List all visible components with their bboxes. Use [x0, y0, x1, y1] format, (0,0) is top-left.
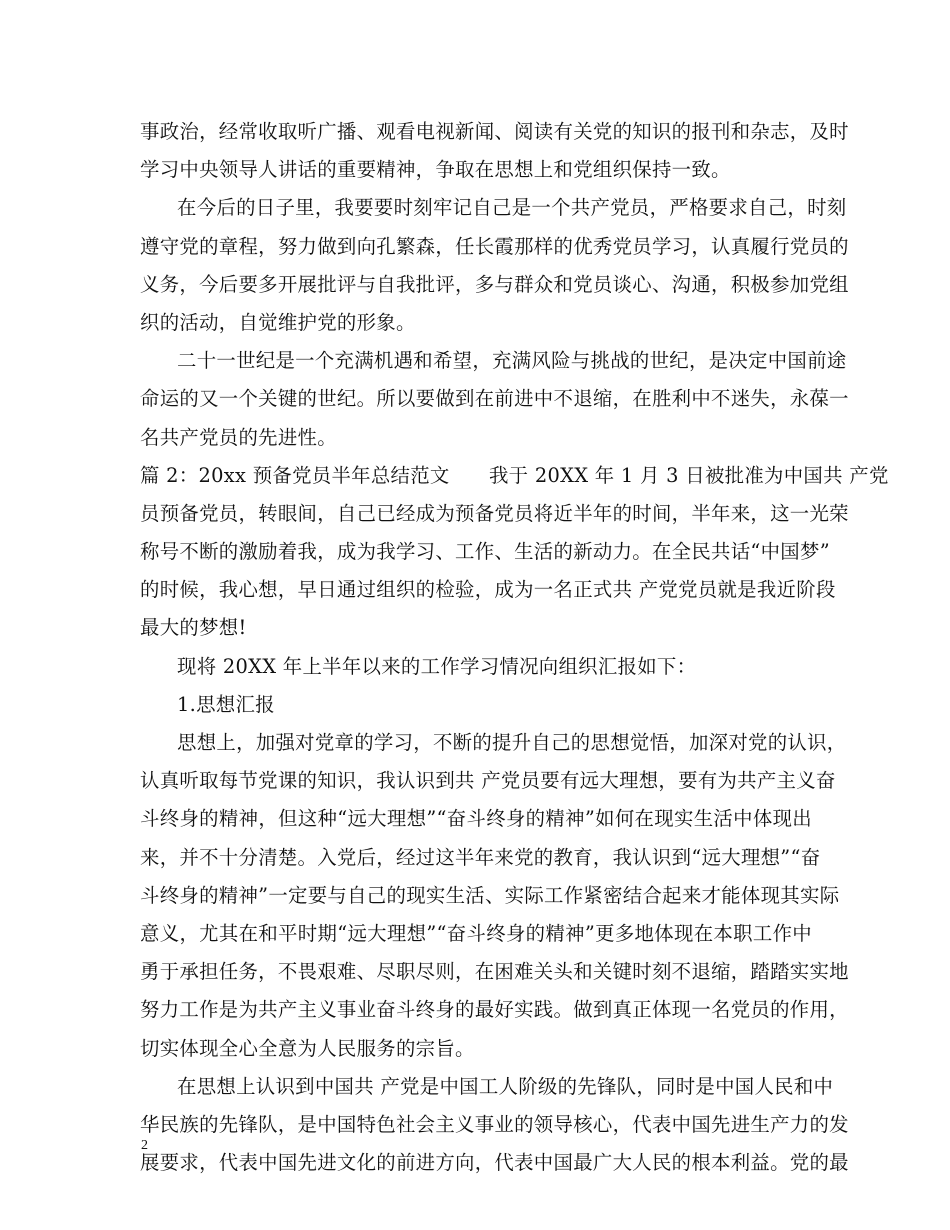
text-line: 切实体现全心全意为人民服务的宗旨。 — [140, 1036, 475, 1060]
text-line: 意义，尤其在和平时期“远大理想”“奋斗终身的精神”更多地体现在本职工作中 — [140, 921, 812, 945]
text-line: 最大的梦想! — [140, 616, 247, 640]
paragraph — [140, 457, 889, 648]
text-line: 来，并不十分清楚。入党后，经过这半年来党的教育，我认识到“远大理想”“奋 — [140, 845, 821, 869]
paragraph — [140, 724, 849, 1068]
text-line: 义务，今后要多开展批评与自我批评，多与群众和党员谈心、沟通，积极参加党组 — [140, 272, 849, 296]
text-line: 斗终身的精神，但这种“远大理想”“奋斗终身的精神”如何在现实生活中体现出 — [140, 807, 812, 831]
paragraph — [140, 342, 849, 457]
page-number: 2 — [141, 1138, 148, 1153]
text-line: 现将 20XX 年上半年以来的工作学习情况向组织汇报如下： — [177, 654, 697, 678]
body-text — [140, 113, 889, 1182]
text-line: 华民族的先锋队，是中国特色社会主义事业的领导核心，代表中国先进生产力的发 — [140, 1112, 849, 1136]
text-line: 事政治，经常收取听广播、观看电视新闻、阅读有关党的知识的报刊和杂志，及时 — [140, 120, 849, 143]
text-line: 展要求，代表中国先进文化的前进方向，代表中国最广大人民的根本利益。党的最 — [140, 1151, 849, 1175]
text-line: 名共产党员的先进性。 — [140, 425, 337, 449]
text-line: 思想上，加强对党章的学习，不断的提升自己的思想觉悟，加深对党的认识， — [177, 731, 847, 754]
text-line: 勇于承担任务，不畏艰难、尽职尽则，在困难关头和关键时刻不退缩，踏踏实实地 — [140, 960, 849, 984]
text-line: 的时候，我心想，早日通过组织的检验，成为一名正式共 产党党员就是我近阶段 — [140, 578, 836, 602]
text-line: 称号不断的激励着我，成为我学习、工作、生活的新动力。在全民共话“中国梦” — [140, 540, 830, 564]
text-line: 员预备党员，转眼间，自己已经成为预备党员将近半年的时间，半年来，这一光荣 — [140, 501, 849, 525]
text-line: 在今后的日子里，我要要时刻牢记自己是一个共产党员，严格要求自己，时刻 — [177, 196, 847, 220]
paragraph — [140, 189, 849, 342]
paragraph — [140, 113, 849, 189]
text-line: 斗终身的精神”一定要与自己的现实生活、实际工作紧密结合起来才能体现其实际 — [140, 883, 840, 907]
text-line: 学习中央领导人讲话的重要精神，争取在思想上和党组织保持一致。 — [140, 158, 731, 182]
text-line: 织的活动，自觉维护党的形象。 — [140, 310, 416, 334]
text-line: 篇 2：20xx 预备党员半年总结范文 我于 20XX 年 1 月 3 日被批准为中国共 产党 — [140, 463, 889, 487]
text-line: 在思想上认识到中国共 产党是中国工人阶级的先锋队，同时是中国人民和中 — [177, 1074, 834, 1098]
paragraph — [140, 1068, 849, 1183]
text-line: 认真听取每节党课的知识，我认识到共 产党员要有远大理想，要有为共产主义奋 — [140, 769, 836, 793]
text-line: 努力工作是为共产主义事业奋斗终身的最好实践。做到真正体现一名党员的作用， — [140, 998, 849, 1022]
text-line: 命运的又一个关键的世纪。所以要做到在前进中不退缩，在胜利中不迷失，永葆一 — [140, 387, 849, 411]
text-line: 1.思想汇报 — [177, 692, 275, 716]
paragraph — [140, 648, 812, 686]
text-line: 遵守党的章程，努力做到向孔繁森，任长霞那样的优秀党员学习，认真履行党员的 — [140, 234, 849, 258]
paragraph — [140, 686, 812, 724]
text-line: 二十一世纪是一个充满机遇和希望，充满风险与挑战的世纪，是决定中国前途 — [177, 349, 847, 373]
